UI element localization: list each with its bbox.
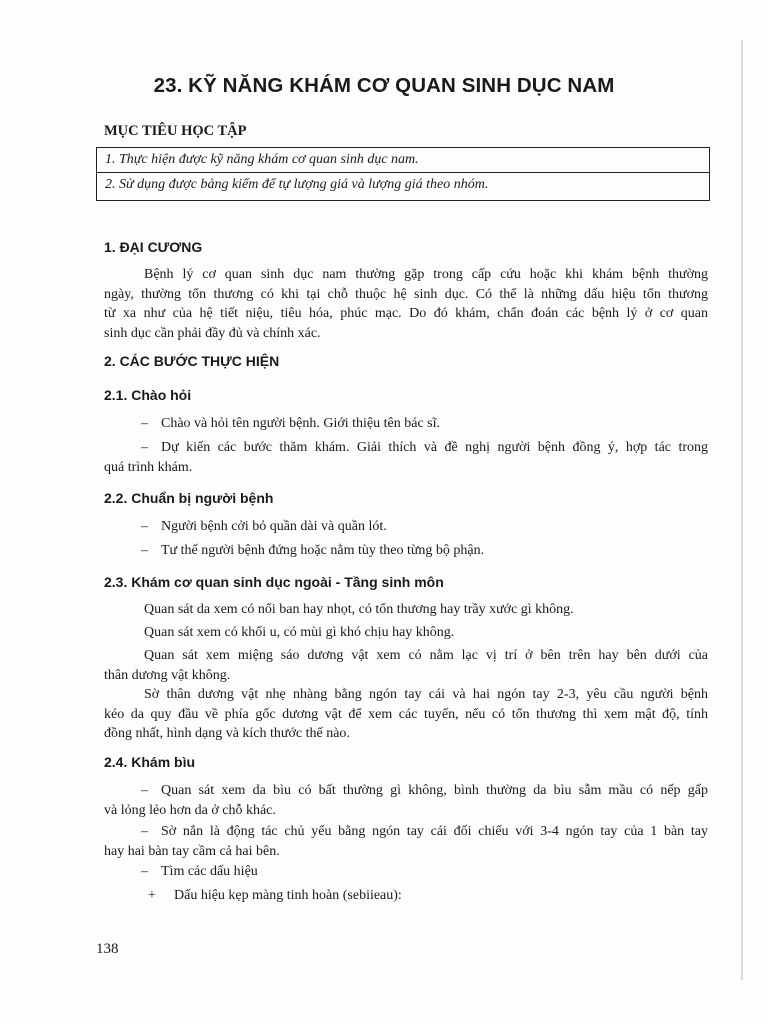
list-item-text: Người bệnh cởi bỏ quần dài và quần lót. xyxy=(161,519,387,534)
list-item xyxy=(104,414,708,434)
dash-bullet: – xyxy=(141,519,148,534)
dash-bullet: – xyxy=(141,864,148,879)
paragraph-line: Quan sát xem có khối u, có mùi gì khó chịu hay không. xyxy=(144,625,455,640)
page-number: 138 xyxy=(96,941,119,957)
paragraph xyxy=(104,623,708,643)
list-item-text: Quan sát xem da bìu có bất thường gì không, bình thường da bìu sẫm mầu có nếp gấp xyxy=(161,783,708,798)
list-item-text: Sờ nắn là động tác chủ yếu bằng ngón tay cái đối chiếu với 3-4 ngón tay của 1 bàn tay xyxy=(161,824,708,839)
paragraph-line: Sờ thân dương vật nhẹ nhàng bằng ngón tay cái và hai ngón tay 2-3, yêu cầu người bệnh xyxy=(144,687,708,702)
objective-item: 2. Sử dụng được bảng kiểm để tự lượng giá và lượng giá theo nhóm. xyxy=(105,177,489,192)
intro-paragraph xyxy=(104,265,708,343)
list-item-text: Chào và hỏi tên người bệnh. Giới thiệu tên bác sĩ. xyxy=(161,416,441,431)
section-heading: 2. CÁC BƯỚC THỰC HIỆN xyxy=(104,353,280,369)
subsection-heading: 2.1. Chào hỏi xyxy=(104,387,192,403)
list-item xyxy=(104,541,708,561)
dash-bullet: – xyxy=(141,440,148,455)
plus-bullet: + xyxy=(148,888,156,903)
paragraph-line: sinh dục cần phải đầy đủ và chính xác. xyxy=(104,325,321,341)
paragraph-line: ngày, thường tổn thương có khi tại chỗ thuộc hệ sinh dục. Có thể là những dấu hiệu tổn thương xyxy=(104,286,708,302)
list-item-text: hay hai bàn tay cầm cả hai bên. xyxy=(104,843,280,859)
subsection-heading: 2.3. Khám cơ quan sinh dục ngoài - Tầng sinh môn xyxy=(104,574,444,590)
paragraph xyxy=(104,646,708,685)
objectives-box xyxy=(96,147,710,201)
list-item xyxy=(104,517,708,537)
paragraph xyxy=(104,600,708,620)
paragraph-line: Quan sát xem miệng sáo dương vật xem có nằm lạc vị trí ở bên trên hay bên dưới của xyxy=(144,648,708,663)
list-item-text: Tư thế người bệnh đứng hoặc nằm tùy theo từng bộ phận. xyxy=(161,543,485,558)
paragraph-line: kéo da quy đầu về phía gốc dương vật để xem các tuyến, nếu có tổn thương thì xem mật độ, tính xyxy=(104,706,708,722)
chapter-title: 23. KỸ NĂNG KHÁM CƠ QUAN SINH DỤC NAM xyxy=(153,74,615,97)
paragraph-line: từ xa như của hệ tiết niệu, tiêu hóa, phúc mạc. Do đó khám, chẩn đoán các bệnh lý ở cơ quan xyxy=(104,306,708,321)
dash-bullet: – xyxy=(141,824,148,839)
paragraph-line: đồng nhất, hình dạng và kích thước thế nào. xyxy=(104,726,350,741)
dash-bullet: – xyxy=(141,783,148,798)
list-item-text: Tìm các dấu hiệu xyxy=(161,864,258,879)
section-heading: 1. ĐẠI CƯƠNG xyxy=(104,239,203,255)
list-item xyxy=(104,438,708,477)
subsection-heading: 2.4. Khám bìu xyxy=(104,754,196,770)
list-item-text: và lỏng lẻo hơn da ở chỗ khác. xyxy=(104,802,276,818)
paragraph-line: Bệnh lý cơ quan sinh dục nam thường gặp trong cấp cứu hoặc khi khám bệnh thường xyxy=(144,267,708,282)
list-item xyxy=(104,822,708,861)
page-edge-line xyxy=(741,40,743,980)
objectives-heading: MỤC TIÊU HỌC TẬP xyxy=(104,123,247,139)
dash-bullet: – xyxy=(141,416,148,431)
paragraph-line: Quan sát da xem có nổi ban hay nhọt, có tổn thương hay trầy xước gì không. xyxy=(144,602,574,617)
sub-list-item xyxy=(104,886,708,906)
subsection-heading: 2.2. Chuẩn bị người bệnh xyxy=(104,490,274,506)
paragraph xyxy=(104,685,708,744)
objectives-divider xyxy=(97,172,709,173)
list-item-text: Dự kiến các bước thăm khám. Giải thích và đề nghị người bệnh đồng ý, hợp tác trong xyxy=(161,440,708,455)
list-item-text: quá trình khám. xyxy=(104,459,193,475)
objective-item: 1. Thực hiện được kỹ năng khám cơ quan sinh dục nam. xyxy=(105,152,419,167)
list-item-text: Dấu hiệu kẹp màng tinh hoàn (sebiieau): xyxy=(174,888,402,903)
dash-bullet: – xyxy=(141,543,148,558)
list-item xyxy=(104,781,708,820)
paragraph-line: thân dương vật không. xyxy=(104,667,231,683)
list-item xyxy=(104,862,708,882)
